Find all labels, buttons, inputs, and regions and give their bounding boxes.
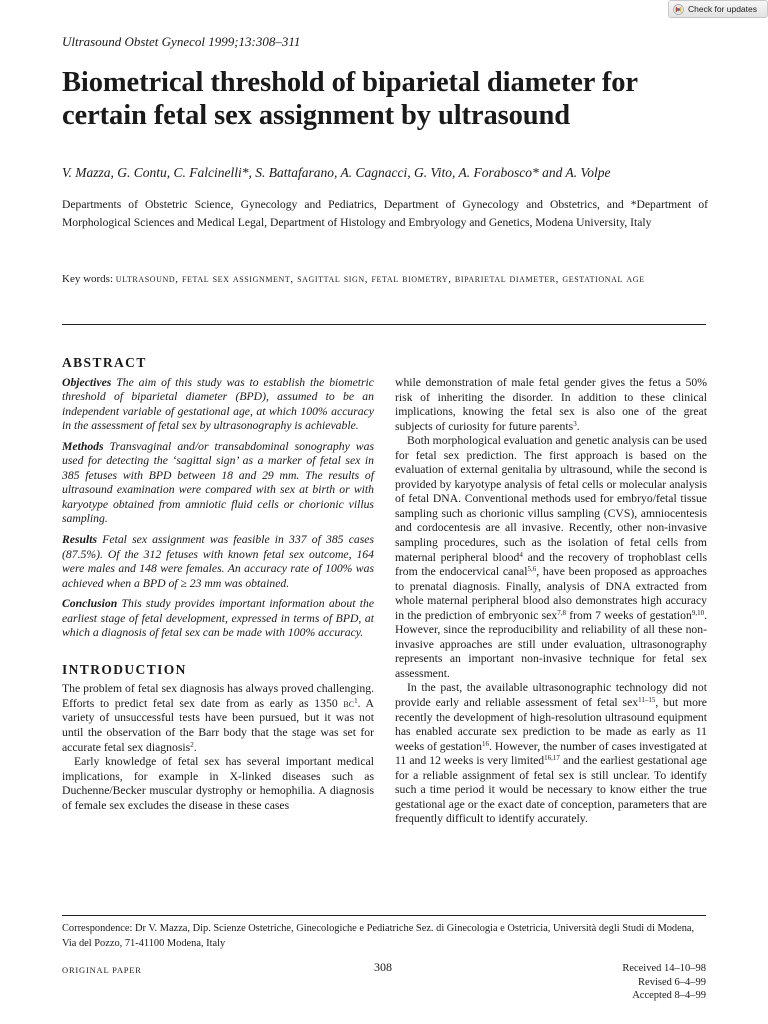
article-category: ORIGINAL PAPER	[62, 965, 142, 975]
left-column	[62, 356, 374, 813]
right-paragraph-3: In the past, the available ultrasonographic technology did not provide early and reliable assessment of fetal sex$^{11-15}$, but more recently the development of high-resolution ultrasound equipment has enabled accurate sex prediction to be made as early as 11 weeks of gestation$^{16}$. However, the number of cases investigated at 11 and 12 weeks is very limited$^{16,17}$ and the earliest gestational age for a reliable assignment of fetal sex is still unclear. To identify such a time period it would be necessary to know either the true gestational age or the exact date of conception, parameters that are frequently difficult to identify accurately.	[395, 681, 707, 826]
article-title: Biometrical threshold of biparietal diameter for certain fetal sex assignment by ultrasound	[62, 67, 638, 131]
citation-ref: 2	[190, 740, 194, 749]
correspondence-note: Correspondence: Dr V. Mazza, Dip. Scienze Ostetriche, Ginecologiche e Pediatriche Sez. di Ginecologia e Ostetricia, Università degli Studi di Modena, Via del Pozzo, 71-41100 Modena, Italy	[62, 923, 695, 949]
objectives-text: The aim of this study was to establish the biometric threshold of biparietal diameter (BPD), assumed to be an independent variable of gestational age, at which 100% accuracy in the assessment of fetal sex by ultrasonography is achievable.	[62, 375, 374, 433]
methods-label: Methods	[62, 439, 104, 453]
abstract-methods	[62, 440, 374, 527]
citation-ref: 4	[519, 550, 523, 559]
intro-paragraph-2: Early knowledge of fetal sex has several important medical implications, for example in X-linked diseases such as Duchenne/Becker muscular dystrophy or hemophilia. A diagnosis of female sex excludes the disease in these cases	[62, 755, 374, 812]
accepted-date: Accepted 8–4–99	[632, 990, 706, 1001]
page-number: 308	[374, 960, 392, 974]
citation-ref: 16,17	[544, 754, 560, 763]
conclusion-text: This study provides important information about the earliest stage of fetal development, expressed in terms of BPD, at which a diagnosis of fetal sex can be made with 100% accuracy.	[62, 597, 375, 640]
methods-text: Transvaginal and/or transabdominal sonography was used for detecting the ‘sagittal sign’ as a marker of fetal sex in 385 fetuses with BPD between 18 and 29 mm. The results of ultrasound examination were compared with sex at birth or with karyotype obtained from amniotic fluid cells or chorionic villus sampling.	[62, 439, 374, 526]
citation-ref: 5,6	[527, 565, 537, 574]
journal-citation: Ultrasound Obstet Gynecol 1999;13:308–311	[62, 34, 301, 49]
intro-paragraph-1: The problem of fetal sex diagnosis has always proved challenging. Efforts to predict fetal sex date from as early as 1350 $bc^1$. A variety of unsuccessful tests have been pursued, but it was not until the observation of the Barr body that the stage was set for accurate fetal sex diagnosis$^2$.	[62, 682, 374, 754]
right-paragraph-1: while demonstration of male fetal gender gives the fetus a 50% risk of inheriting the disorder. In addition to these clinical implications, knowing the fetal sex is also one of the great subjects of curiosity for future parents$^3$.	[395, 376, 707, 433]
right-paragraph-2: Both morphological evaluation and genetic analysis can be used for fetal sex prediction. The first approach is based on the evaluation of external genitalia by ultrasound, while the second is provided by karyotype analysis of fetal cells or molecular analysis of fetal DNA. Conventional methods used for embryo/fetal tissue sampling such as chorionic villus sampling (CVS), amniocentesis and cordocentesis are all invasive. Recently, other non-invasive sampling procedures, such as the isolation of fetal cells from maternal peripheral blood$^4$ and the recovery of trophoblast cells from the endocervical canal$^{5,6}$, have been proposed as approaches to prenatal diagnosis. Finally, analysis of DNA extracted from whole maternal peripheral blood also demonstrates high accuracy in the prediction of embryonic sex$^{7,8}$ from 7 weeks of gestation$^{9,10}$. However, since the reproducibility and reliability of all these non-invasive approaches are still under evaluation, ultrasonography represents an important non-invasive technique for fetal sex assessment.	[395, 434, 707, 680]
citation-ref: 11–15	[638, 696, 656, 705]
affiliations: Departments of Obstetric Science, Gynecology and Pediatrics, Department of Gynecology and Obstetrics, and *Department of Morphological Sciences and Medical Legal, Department of Histology and Embryology and Genetics, Modena University, Italy	[62, 198, 708, 229]
keywords-label: Key words:	[62, 273, 114, 285]
citation-ref: 16	[482, 739, 489, 748]
header-divider	[62, 324, 706, 325]
keywords	[62, 271, 708, 288]
right-column	[395, 376, 707, 827]
footnote-divider	[62, 915, 706, 916]
author-list: V. Mazza, G. Contu, C. Falcinelli*, S. Battafarano, A. Cagnacci, G. Vito, A. Forabosco* and A. Volpe	[62, 165, 611, 180]
keywords-terms: ultrasound, fetal sex assignment, sagittal sign, fetal biometry, biparietal diameter, gestational age	[115, 273, 645, 285]
conclusion-label: Conclusion	[62, 597, 118, 611]
abstract-conclusion	[62, 597, 374, 641]
check-for-updates-label: Check for updates	[688, 4, 757, 14]
abstract-heading: ABSTRACT	[62, 355, 147, 370]
introduction-heading: INTRODUCTION	[62, 661, 187, 677]
received-date: Received 14–10–98	[622, 963, 706, 974]
citation-ref: 1	[354, 696, 358, 705]
abstract-objectives	[62, 376, 374, 434]
article-dates	[560, 962, 706, 1003]
results-text: Fetal sex assignment was feasible in 337 of 385 cases (87.5%). Of the 312 fetuses with known fetal sex outcome, 164 were males and 148 were females. An accuracy rate of 100% was achieved when a BPD of ≥ 23 mm was obtained.	[62, 533, 375, 590]
citation-ref: 9,10	[691, 608, 705, 617]
citation-ref: 7,8	[557, 608, 566, 617]
revised-date: Revised 6–4–99	[638, 976, 706, 988]
check-for-updates-button[interactable]	[668, 0, 768, 18]
abstract-results	[62, 533, 374, 591]
crossmark-badge-icon	[673, 4, 684, 15]
citation-ref: 3	[573, 419, 577, 428]
objectives-label: Objectives	[62, 375, 112, 389]
results-label: Results	[62, 533, 98, 547]
